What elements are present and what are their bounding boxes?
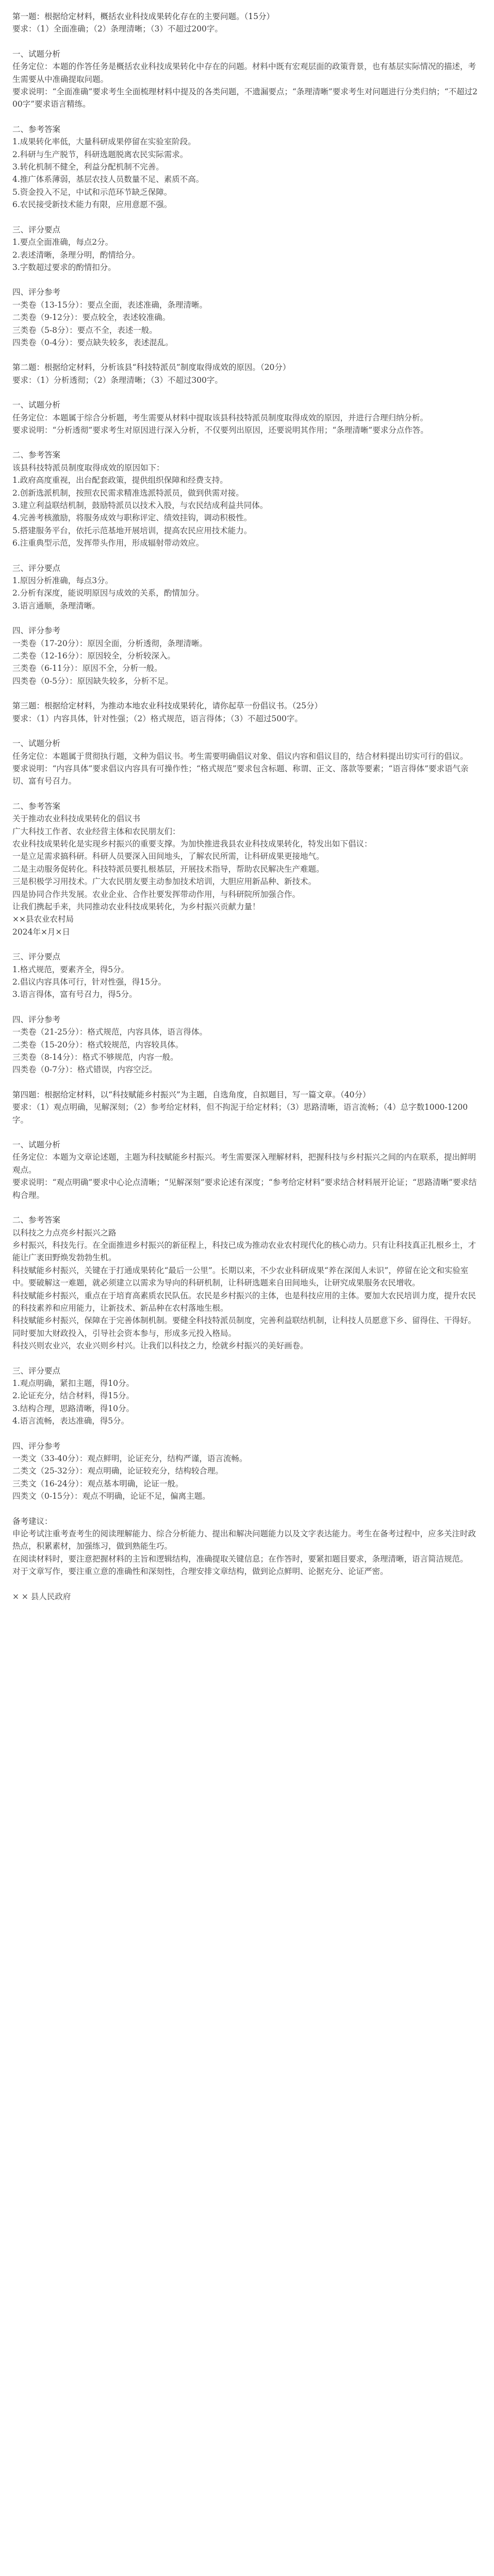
text-line: 科技兴则农业兴，农业兴则乡村兴。让我们以科技之力，绘就乡村振兴的美好画卷。 bbox=[12, 1341, 308, 1351]
text-line: 第一题：根据给定材料，概括农业科技成果转化存在的主要问题。（15分） bbox=[12, 12, 274, 21]
text-line: 三类文（16-24分）：观点基本明确，论证一般。 bbox=[12, 1479, 184, 1488]
section-heading: 二、参考答案 bbox=[12, 450, 61, 460]
section-heading: 二、参考答案 bbox=[12, 801, 61, 811]
text-line: 要求说明：“内容具体”要求倡议内容具有可操作性；“格式规范”要求包含标题、称谓、正文、落款等要素；“语言得体”要求语气亲切、富有号召力。 bbox=[12, 764, 469, 786]
text-line: 1.原因分析准确，每点3分。 bbox=[12, 576, 113, 586]
text-line: ××县农业农村局 bbox=[12, 914, 74, 924]
text-line: 6.农民接受新技术能力有限，应用意愿不强。 bbox=[12, 200, 172, 210]
text-line: 3.建立利益联结机制，鼓励特派员以技术入股，与农民结成利益共同体。 bbox=[12, 501, 268, 510]
text-line: 一类卷（21-25分）：格式规范，内容具体，语言得体。 bbox=[12, 1027, 207, 1037]
text-line: 二类卷（9-12分）：要点较全，表述较准确。 bbox=[12, 313, 171, 323]
text-line: 二类卷（15-20分）：格式较规范，内容较具体。 bbox=[12, 1040, 184, 1049]
section-heading: 四、评分参考 bbox=[12, 287, 61, 297]
text-line: 5.搭建服务平台，依托示范基地开展培训，提高农民应用技术能力。 bbox=[12, 526, 252, 535]
text-line: 2.论证充分，结合材料，得15分。 bbox=[12, 1391, 135, 1401]
text-line: 1.政府高度重视，出台配套政策，提供组织保障和经费支持。 bbox=[12, 476, 228, 485]
text-line: 3.字数超过要求的酌情扣分。 bbox=[12, 262, 116, 272]
text-line: 三是积极学习用技术。广大农民朋友要主动参加技术培训，大胆应用新品种、新技术。 bbox=[12, 877, 317, 887]
text-line: 4.语言流畅，表达准确，得5分。 bbox=[12, 1416, 129, 1426]
text-line: 乡村振兴，科技先行。在全面推进乡村振兴的新征程上，科技已成为推动农业农村现代化的核心动力。只有让科技真正扎根乡土，才能让广袤田野焕发勃勃生机。 bbox=[12, 1240, 476, 1263]
text-line: 3.结构合理，思路清晰，得10分。 bbox=[12, 1403, 135, 1413]
text-line: 任务定位：本题属于综合分析题，考生需要从材料中提取该县科技特派员制度取得成效的原因，并进行合理归纳分析。 bbox=[12, 413, 429, 422]
text-line: 三类卷（6-11分）：原因不全，分析一般。 bbox=[12, 664, 162, 673]
text-line: 要求：（1）内容具体，针对性强；（2）格式规范，语言得体；（3）不超过500字。 bbox=[12, 714, 303, 723]
text-line: 科技赋能乡村振兴，重点在于培育高素质农民队伍。农民是乡村振兴的主体，也是科技应用的主体。要加大农民培训力度，提升农民的科技素养和应用能力，让新技术、新品种在农村落地生根。 bbox=[12, 1291, 476, 1313]
text-line: 二类文（25-32分）：观点明确，论证较充分，结构较合理。 bbox=[12, 1466, 223, 1476]
section-heading: 三、评分要点 bbox=[12, 1366, 61, 1376]
section-heading: 四、评分参考 bbox=[12, 1441, 61, 1451]
section-heading: 一、试题分析 bbox=[12, 739, 61, 749]
section-heading: 二、参考答案 bbox=[12, 124, 61, 134]
section-heading: 三、评分要点 bbox=[12, 563, 61, 573]
text-line: 3.语言通顺，条理清晰。 bbox=[12, 601, 100, 611]
text-line: 四类卷（0-4分）：要点缺失较多，表述混乱。 bbox=[12, 337, 173, 347]
text-line: 2.科研与生产脱节，科研选题脱离农民实际需求。 bbox=[12, 149, 188, 159]
signature-line: × × 县人民政府 bbox=[12, 1591, 71, 1601]
text-line: 四类卷（0-7分）：格式错误，内容空泛。 bbox=[12, 1065, 157, 1075]
text-line: 要求说明：“分析透彻”要求考生对原因进行深入分析，不仅要列出原因，还要说明其作用；“条理清晰”要求分点作答。 bbox=[12, 425, 429, 435]
section-heading: 三、评分要点 bbox=[12, 952, 61, 962]
text-line: 一类文（33-40分）：观点鲜明，论证充分，结构严谨，语言流畅。 bbox=[12, 1454, 248, 1463]
text-line: 5.资金投入不足，中试和示范环节缺乏保障。 bbox=[12, 187, 172, 197]
text-line: 2024年×月×日 bbox=[12, 927, 70, 937]
section-heading: 一、试题分析 bbox=[12, 1140, 61, 1150]
text-line: 一是立足需求搞科研。科研人员要深入田间地头，了解农民所需，让科研成果更接地气。 bbox=[12, 852, 324, 861]
text-line: 关于推动农业科技成果转化的倡议书 bbox=[12, 814, 141, 824]
section-heading: 二、参考答案 bbox=[12, 1215, 61, 1225]
text-line: 在阅读材料时，要注意把握材料的主旨和逻辑结构，准确提取关键信息；在作答时，要紧扣题目要求，条理清晰，语言简洁规范。 bbox=[12, 1554, 468, 1564]
section-heading: 一、试题分析 bbox=[12, 400, 61, 410]
text-line: 4.推广体系薄弱，基层农技人员数量不足、素质不高。 bbox=[12, 175, 204, 184]
text-line: 1.要点全面准确，每点2分。 bbox=[12, 238, 113, 247]
question-title: 第四题：根据给定材料，以“科技赋能乡村振兴”为主题，自选角度，自拟题目，写一篇文章。（40分） bbox=[12, 1090, 371, 1099]
text-line: 2.倡议内容具体可行，针对性强，得15分。 bbox=[12, 977, 167, 987]
text-line: 要求说明：“观点明确”要求中心论点清晰；“见解深刻”要求论述有深度；“参考给定材料”要求结合材料展开论证；“思路清晰”要求结构合理。 bbox=[12, 1178, 477, 1200]
text-line: 申论考试注重考查考生的阅读理解能力、综合分析能力、提出和解决问题能力以及文字表达能力。考生在备考过程中，应多关注时政热点，积累素材，加强练习，做到熟能生巧。 bbox=[12, 1529, 476, 1551]
text-line: 一类卷（13-15分）：要点全面，表述准确，条理清晰。 bbox=[12, 300, 207, 310]
text-line: 要求：（1）全面准确；（2）条理清晰；（3）不超过200字。 bbox=[12, 24, 223, 34]
section-heading: 三、评分要点 bbox=[12, 225, 61, 234]
text-line: 农业科技成果转化是实现乡村振兴的重要支撑。为加快推进我县农业科技成果转化，特发出如下倡议： bbox=[12, 839, 372, 849]
text-line: 6.注重典型示范，发挥带头作用，形成辐射带动效应。 bbox=[12, 538, 204, 548]
text-line: 三类卷（8-14分）：格式不够规范，内容一般。 bbox=[12, 1053, 178, 1062]
text-line: 任务定位：本题为文章论述题，主题为科技赋能乡村振兴。考生需要深入理解材料，把握科技与乡村振兴之间的内在联系，提出鲜明观点。 bbox=[12, 1153, 476, 1175]
text-line: 对于文章写作，要注重立意的准确性和深刻性，合理安排文章结构，做到论点鲜明、论据充分、论证严密。 bbox=[12, 1567, 388, 1577]
text-line: 三类卷（5-8分）：要点不全，表述一般。 bbox=[12, 325, 157, 335]
text-line: 一类卷（17-20分）：原因全面，分析透彻，条理清晰。 bbox=[12, 638, 207, 648]
text-line: 四是协同合作共发展。农业企业、合作社要发挥带动作用，与科研院所加强合作。 bbox=[12, 889, 301, 899]
text-line: 二是主动服务促转化。科技特派员要扎根基层，开展技术指导，帮助农民解决生产难题。 bbox=[12, 864, 324, 874]
text-line: 2.表述清晰，条理分明，酌情给分。 bbox=[12, 250, 140, 260]
text-line: 1.成果转化率低，大量科研成果停留在实验室阶段。 bbox=[12, 137, 196, 147]
question-title: 第二题：根据给定材料，分析该县“科技特派员”制度取得成效的原因。（20分） bbox=[12, 363, 291, 372]
text-line: 科技赋能乡村振兴，关键在于打通成果转化“最后一公里”。长期以来，不少农业科研成果“养在深闺人未识”，停留在论文和实验室中。要破解这一难题，就必须建立以需求为导向的科研机制，让科研选题来自田间地头，让研究成果服务农民增收。 bbox=[12, 1265, 469, 1288]
text-line: 要求：（1）观点明确，见解深刻；（2）参考给定材料，但不拘泥于给定材料；（3）思路清晰，语言流畅；（4）总字数1000-1200字。 bbox=[12, 1103, 468, 1125]
text-line: 3.语言得体，富有号召力，得5分。 bbox=[12, 990, 137, 999]
text-line: 要求说明：“全面准确”要求考生全面梳理材料中提及的各类问题，不遗漏要点；“条理清晰”要求考生对问题进行分类归纳；“不超过200字”要求语言精练。 bbox=[12, 87, 477, 109]
section-heading: 四、评分参考 bbox=[12, 626, 61, 636]
text-line: 广大科技工作者、农业经营主体和农民朋友们： bbox=[12, 826, 180, 836]
text-line: 1.格式规范，要素齐全，得5分。 bbox=[12, 964, 129, 974]
text-line: 要求：（1）分析透彻；（2）条理清晰；（3）不超过300字。 bbox=[12, 375, 223, 385]
text-line: 科技赋能乡村振兴，保障在于完善体制机制。要健全科技特派员制度，完善利益联结机制，让科技人员愿意下乡、留得住、干得好。同时要加大财政投入，引导社会资本参与，形成多元投入格局。 bbox=[12, 1316, 476, 1338]
section-heading: 一、试题分析 bbox=[12, 49, 61, 59]
text-line: 四类文（0-15分）：观点不明确，论证不足，偏离主题。 bbox=[12, 1492, 210, 1501]
section-heading: 四、评分参考 bbox=[12, 1014, 61, 1024]
text-line: 3.转化机制不健全，利益分配机制不完善。 bbox=[12, 162, 164, 172]
question-title: 第三题：根据给定材料，为推动本地农业科技成果转化，请你起草一份倡议书。（25分） bbox=[12, 701, 322, 711]
text-line: 任务定位：本题属于贯彻执行题，文种为倡议书。考生需要明确倡议对象、倡议内容和倡议目的，结合材料提出切实可行的倡议。 bbox=[12, 751, 468, 761]
text-line: 1.观点明确，紧扣主题，得10分。 bbox=[12, 1378, 135, 1388]
text-line: 二类卷（12-16分）：原因较全，分析较深入。 bbox=[12, 651, 175, 661]
text-line: 该县科技特派员制度取得成效的原因如下： bbox=[12, 463, 164, 472]
section-heading: 备考建议： bbox=[12, 1516, 53, 1526]
text-line: 4.完善考核激励，将服务成效与职称评定、绩效挂钩，调动积极性。 bbox=[12, 513, 252, 523]
text-line: 2.创新选派机制，按照农民需求精准选派特派员，做到供需对接。 bbox=[12, 488, 244, 498]
text-line: 2.分析有深度，能说明原因与成效的关系，酌情加分。 bbox=[12, 588, 204, 598]
text-line: 四类卷（0-5分）：原因缺失较多，分析不足。 bbox=[12, 676, 173, 686]
text-line: 以科技之力点亮乡村振兴之路 bbox=[12, 1228, 117, 1238]
text-line: 任务定位：本题的作答任务是概括农业科技成果转化中存在的问题。材料中既有宏观层面的政策背景，也有基层实际情况的描述，考生需要从中准确提取问题。 bbox=[12, 62, 476, 84]
text-line: 让我们携起手来，共同推动农业科技成果转化，为乡村振兴贡献力量！ bbox=[12, 902, 260, 911]
